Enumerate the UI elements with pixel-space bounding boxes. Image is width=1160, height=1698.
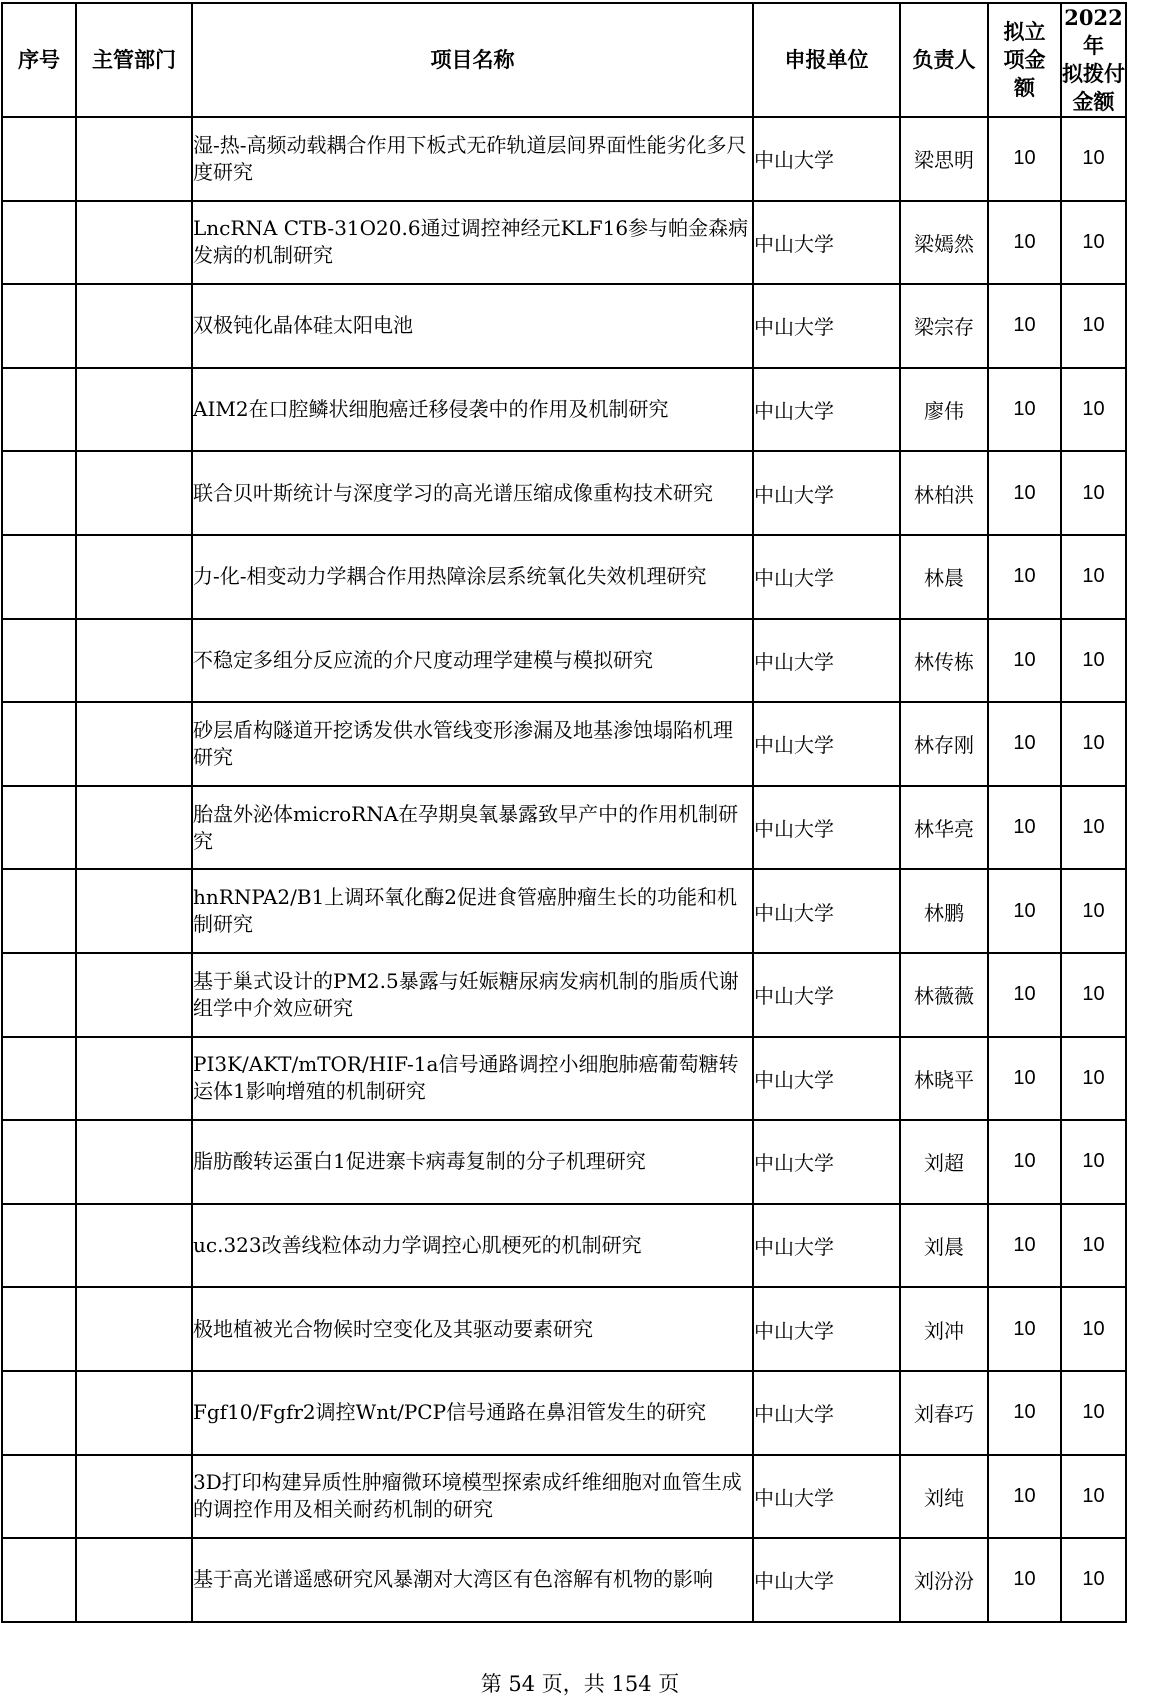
header-dept: 主管部门 [76,3,192,117]
table-row [2,1204,1126,1288]
cell-seq [2,451,76,535]
cell-unit: 中山大学 [753,451,900,535]
cell-seq [2,1455,76,1539]
cell-person: 梁嫣然 [900,201,988,285]
cell-pay: 10 [1061,1120,1126,1204]
cell-pay: 10 [1061,786,1126,870]
cell-pay: 10 [1061,869,1126,953]
cell-person: 林鹏 [900,869,988,953]
cell-pay: 10 [1061,201,1126,285]
page-footer: 第 54 页，共 154 页 [480,1672,680,1696]
cell-project-name: 脂肪酸转运蛋白1促进寨卡病毒复制的分子机理研究 [192,1120,753,1204]
table-row [2,1287,1126,1371]
table-row [2,1037,1126,1121]
cell-amount: 10 [988,201,1061,285]
cell-person: 林华亮 [900,786,988,870]
cell-unit: 中山大学 [753,1455,900,1539]
cell-project-name: 双极钝化晶体硅太阳电池 [192,284,753,368]
cell-dept [76,284,192,368]
cell-unit: 中山大学 [753,201,900,285]
header-amount [988,3,1061,117]
cell-person: 梁宗存 [900,284,988,368]
cell-pay: 10 [1061,953,1126,1037]
cell-project-name: 不稳定多组分反应流的介尺度动理学建模与模拟研究 [192,619,753,703]
header-person: 负责人 [900,3,988,117]
table-row [2,953,1126,1037]
cell-unit: 中山大学 [753,284,900,368]
header-seq: 序号 [2,3,76,117]
cell-pay: 10 [1061,284,1126,368]
cell-dept [76,869,192,953]
table-row [2,619,1126,703]
cell-amount: 10 [988,953,1061,1037]
cell-dept [76,535,192,619]
cell-dept [76,1037,192,1121]
table-row [2,786,1126,870]
cell-unit: 中山大学 [753,117,900,201]
cell-amount: 10 [988,1204,1061,1288]
cell-amount: 10 [988,1287,1061,1371]
header-unit: 申报单位 [753,3,900,117]
cell-seq [2,1037,76,1121]
cell-dept [76,1455,192,1539]
header-row [2,3,1126,117]
header-amount-line: 额 [1014,75,1035,100]
table-row [2,1120,1126,1204]
cell-amount: 10 [988,702,1061,786]
header-amount-line: 拟立 [1003,19,1046,44]
cell-unit: 中山大学 [753,1204,900,1288]
table-row [2,368,1126,452]
header-name: 项目名称 [192,3,753,117]
cell-unit: 中山大学 [753,1287,900,1371]
cell-amount: 10 [988,619,1061,703]
cell-seq [2,619,76,703]
cell-seq [2,201,76,285]
cell-dept [76,953,192,1037]
table-row [2,869,1126,953]
cell-dept [76,368,192,452]
cell-seq [2,702,76,786]
cell-dept [76,451,192,535]
header-pay-line: 2022年 [1064,5,1123,58]
cell-pay: 10 [1061,1287,1126,1371]
cell-project-name: PI3K/AKT/mTOR/HIF-1a信号通路调控小细胞肺癌葡萄糖转运体1影响增殖的机制研究 [192,1037,753,1121]
cell-dept [76,1204,192,1288]
cell-person: 林晓平 [900,1037,988,1121]
cell-project-name: Fgf10/Fgfr2调控Wnt/PCP信号通路在鼻泪管发生的研究 [192,1371,753,1455]
cell-seq [2,1538,76,1622]
table-row [2,1538,1126,1622]
table-row [2,201,1126,285]
cell-person: 刘冲 [900,1287,988,1371]
cell-pay: 10 [1061,368,1126,452]
cell-dept [76,619,192,703]
cell-project-name: 湿-热-高频动载耦合作用下板式无砟轨道层间界面性能劣化多尺度研究 [192,117,753,201]
cell-person: 刘晨 [900,1204,988,1288]
cell-unit: 中山大学 [753,619,900,703]
cell-seq [2,869,76,953]
cell-pay: 10 [1061,535,1126,619]
cell-project-name: uc.323改善线粒体动力学调控心肌梗死的机制研究 [192,1204,753,1288]
cell-pay: 10 [1061,1538,1126,1622]
cell-amount: 10 [988,869,1061,953]
table-row [2,1371,1126,1455]
cell-person: 林薇薇 [900,953,988,1037]
cell-pay: 10 [1061,1455,1126,1539]
cell-pay: 10 [1061,1371,1126,1455]
cell-dept [76,117,192,201]
cell-project-name: 砂层盾构隧道开挖诱发供水管线变形渗漏及地基渗蚀塌陷机理研究 [192,702,753,786]
cell-unit: 中山大学 [753,535,900,619]
cell-dept [76,702,192,786]
cell-seq [2,1204,76,1288]
cell-amount: 10 [988,368,1061,452]
cell-seq [2,1120,76,1204]
cell-project-name: 力-化-相变动力学耦合作用热障涂层系统氧化失效机理研究 [192,535,753,619]
cell-pay: 10 [1061,702,1126,786]
cell-seq [2,535,76,619]
cell-person: 林传栋 [900,619,988,703]
table-row [2,117,1126,201]
cell-seq [2,117,76,201]
cell-seq [2,953,76,1037]
cell-amount: 10 [988,535,1061,619]
cell-person: 廖伟 [900,368,988,452]
cell-amount: 10 [988,1037,1061,1121]
cell-amount: 10 [988,451,1061,535]
cell-unit: 中山大学 [753,1538,900,1622]
cell-unit: 中山大学 [753,953,900,1037]
cell-project-name: 联合贝叶斯统计与深度学习的高光谱压缩成像重构技术研究 [192,451,753,535]
header-pay-line: 金额 [1072,89,1115,114]
cell-dept [76,1538,192,1622]
cell-amount: 10 [988,786,1061,870]
cell-unit: 中山大学 [753,702,900,786]
cell-seq [2,368,76,452]
cell-amount: 10 [988,1120,1061,1204]
cell-person: 林晨 [900,535,988,619]
cell-amount: 10 [988,1371,1061,1455]
cell-unit: 中山大学 [753,368,900,452]
cell-person: 林存刚 [900,702,988,786]
cell-project-name: 极地植被光合物候时空变化及其驱动要素研究 [192,1287,753,1371]
cell-person: 刘汾汾 [900,1538,988,1622]
cell-dept [76,1371,192,1455]
table-row [2,702,1126,786]
table-row [2,535,1126,619]
cell-unit: 中山大学 [753,1120,900,1204]
cell-project-name: AIM2在口腔鳞状细胞癌迁移侵袭中的作用及机制研究 [192,368,753,452]
project-table [1,2,1127,1623]
cell-person: 刘春巧 [900,1371,988,1455]
cell-person: 刘超 [900,1120,988,1204]
cell-seq [2,786,76,870]
cell-pay: 10 [1061,451,1126,535]
cell-project-name: LncRNA CTB-31O20.6通过调控神经元KLF16参与帕金森病发病的机制研究 [192,201,753,285]
cell-project-name: hnRNPA2/B1上调环氧化酶2促进食管癌肿瘤生长的功能和机制研究 [192,869,753,953]
cell-project-name: 胎盘外泌体microRNA在孕期臭氧暴露致早产中的作用机制研究 [192,786,753,870]
cell-project-name: 3D打印构建异质性肿瘤微环境模型探索成纤维细胞对血管生成的调控作用及相关耐药机制的研究 [192,1455,753,1539]
cell-dept [76,201,192,285]
cell-unit: 中山大学 [753,786,900,870]
table-row [2,284,1126,368]
cell-amount: 10 [988,284,1061,368]
cell-amount: 10 [988,1455,1061,1539]
cell-dept [76,786,192,870]
cell-unit: 中山大学 [753,1371,900,1455]
cell-pay: 10 [1061,619,1126,703]
cell-person: 刘纯 [900,1455,988,1539]
cell-person: 梁思明 [900,117,988,201]
cell-dept [76,1120,192,1204]
header-amount-line: 项金 [1003,47,1046,72]
cell-pay: 10 [1061,117,1126,201]
cell-seq [2,1371,76,1455]
cell-person: 林柏洪 [900,451,988,535]
cell-project-name: 基于高光谱遥感研究风暴潮对大湾区有色溶解有机物的影响 [192,1538,753,1622]
cell-dept [76,1287,192,1371]
cell-pay: 10 [1061,1204,1126,1288]
cell-project-name: 基于巢式设计的PM2.5暴露与妊娠糖尿病发病机制的脂质代谢组学中介效应研究 [192,953,753,1037]
cell-unit: 中山大学 [753,1037,900,1121]
cell-seq [2,1287,76,1371]
table-row [2,451,1126,535]
header-pay [1061,3,1126,117]
cell-pay: 10 [1061,1037,1126,1121]
cell-amount: 10 [988,1538,1061,1622]
cell-seq [2,284,76,368]
cell-amount: 10 [988,117,1061,201]
cell-unit: 中山大学 [753,869,900,953]
table-row [2,1455,1126,1539]
header-pay-line: 拟拨付 [1062,61,1125,86]
